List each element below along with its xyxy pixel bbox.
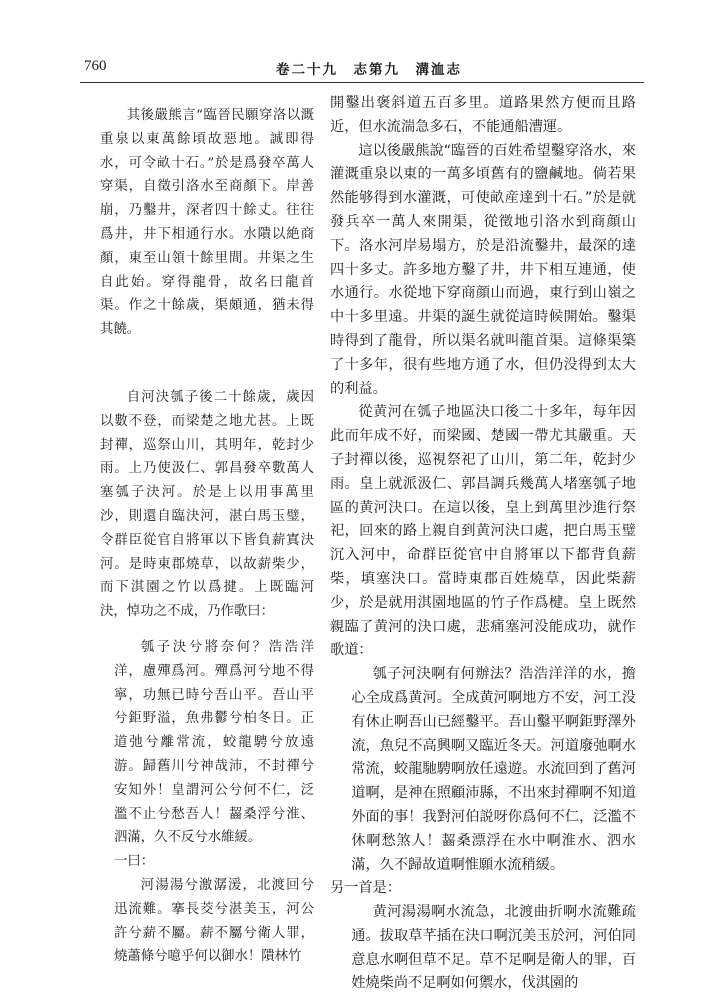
translation-poem-huzi-text: 瓠子河決啊有何辦法？浩浩洋洋的水，擔心全成爲黄河。全成黄河啊地方不安，河工没有休止啊吾山已經鑿平。吾山鑿平啊鉅野澤外流，魚兒不高興啊又臨近冬天。河道廢弛啊水常流，蛟龍馳騁啊放任遠遊。水流回到了舊河道啊，是神在照顧沛縣，不出來封禪啊不知道外面的事！我對河伯説呀你爲何不仁，泛濫不休啊愁煞人！齧桑漂浮在水中啊淮水、泗水滿，久不歸故道啊惟願水流稍緩。: [351, 666, 636, 873]
translation-paragraph-baoxie: 開鑿出褒斜道五百多里。道路果然方便而且路近，但水流湍急多石，不能通船漕運。: [330, 95, 636, 135]
classical-yi-yue: 一曰：: [114, 854, 155, 870]
classical-text-column: [100, 92, 314, 969]
running-header: 卷二十九 志第九 溝洫志: [276, 62, 462, 78]
classical-poem-huzi: [100, 636, 314, 850]
header-rule: [80, 82, 644, 83]
translation-poem-second-text: 黄河湯湯啊水流急，北渡曲折啊水流難疏通。拔取草芊插在決口啊沉美玉於河，河伯同意息水啊但草不足。草不足啊是衛人的罪，百姓燒柴尚不足啊如何禦水，伐淇園的: [351, 904, 636, 992]
classical-poem-second: [100, 874, 314, 969]
modern-translation-column: [330, 92, 636, 996]
translation-paragraph-yan-xiong: 這以後嚴熊說“臨晉的百姓希望鑿穿洛水，來灌溉重泉以東的一萬多頃舊有的鹽鹹地。倘若果然能够得到水灌溉，可使畝産達到十石。”於是就發兵卒一萬人來開渠，從徵地引洛水到商顔山下。洛水河岸易塌方，於是沿流鑿井，最深的達四十多丈。許多地方鑿了井，井下相互連通，使水通行。水從地下穿商顔山而過，東行到山嶺之中十多里遠。井渠的誕生就從這時候開始。鑿渠時得到了龍骨，所以渠名就叫龍首渠。這條渠築了十多年，很有些地方通了水，但仍没得到太大的利益。: [330, 142, 636, 397]
classical-poem-huzi-text: 瓠子決兮將奈何？浩浩洋洋，慮殫爲河。殫爲河兮地不得寧，功無已時兮吾山平。吾山平兮鉅野溢，魚弗鬱兮柏冬日。正道弛兮離常流，蛟龍騁兮放遠游。歸舊川兮神哉沛，不封禪兮安知外！皇謂河公兮何不仁，泛濫不止兮愁吾人！齧桑浮兮淮、泗滿，久不反兮水維緩。: [114, 639, 314, 846]
classical-paragraph-yan-xiong: 其後嚴熊言“臨晉民願穿洛以溉重泉以東萬餘頃故惡地。誠即得水，可令畝十石。”於是爲發卒萬人穿渠，自徵引洛水至商顏下。岸善崩，乃鑿井，深者四十餘丈。往往爲井，井下相通行水。水隤以絶商顏，東至山領十餘里間。井渠之生自此始。穿得龍骨，故名曰龍首渠。作之十餘歲，渠頗通，猶未得其饒。: [100, 108, 314, 338]
classical-paragraph-huzi-breach: 自河決瓠子後二十餘歲，歲因以數不登，而梁楚之地尤甚。上既封禪，巡祭山川，其明年，乾封少雨。上乃使汲仁、郭昌發卒數萬人塞瓠子決河。於是上以用事萬里沙，則還自臨決河，湛白馬玉璧，令群臣從官自將軍以下皆負薪寘決河。是時東郡燒草，以故薪柴少，而下淇園之竹以爲揵。上既臨河決，悼功之不成，乃作歌曰：: [100, 389, 314, 620]
translation-paragraph-huzi-breach: 從黄河在瓠子地區決口後二十多年，每年因此而年成不好，而梁國、楚國一帶尤其嚴重。天子封禪以後，巡視祭祀了山川，第二年，乾封少雨。皇上就派汲仁、郭昌調兵幾萬人堵塞瓠子地區的黄河決口。在這以後，皇上到萬里沙進行祭祀，回來的路上親自到黄河決口處，把白馬玉璧沉入河中，命群臣從官中自將軍以下都背負薪柴，填塞決口。當時東郡百姓燒草，因此柴薪少，於是就用淇園地區的竹子作爲楗。皇上既然親臨了黄河的決口處，悲痛塞河没能成功，就作歌道：: [330, 404, 636, 659]
classical-poem-second-text: 河湯湯兮激潺湲，北渡回兮迅流難。搴長茭兮湛美玉，河公許兮薪不屬。薪不屬兮衛人罪，燒蕭條兮噫乎何以御水！隤林竹: [114, 877, 314, 965]
page-number: 760: [84, 58, 107, 74]
translation-poem-second: [330, 901, 636, 996]
translation-ling-yi: 另一首是：: [330, 880, 401, 897]
translation-poem-huzi: [330, 663, 636, 877]
